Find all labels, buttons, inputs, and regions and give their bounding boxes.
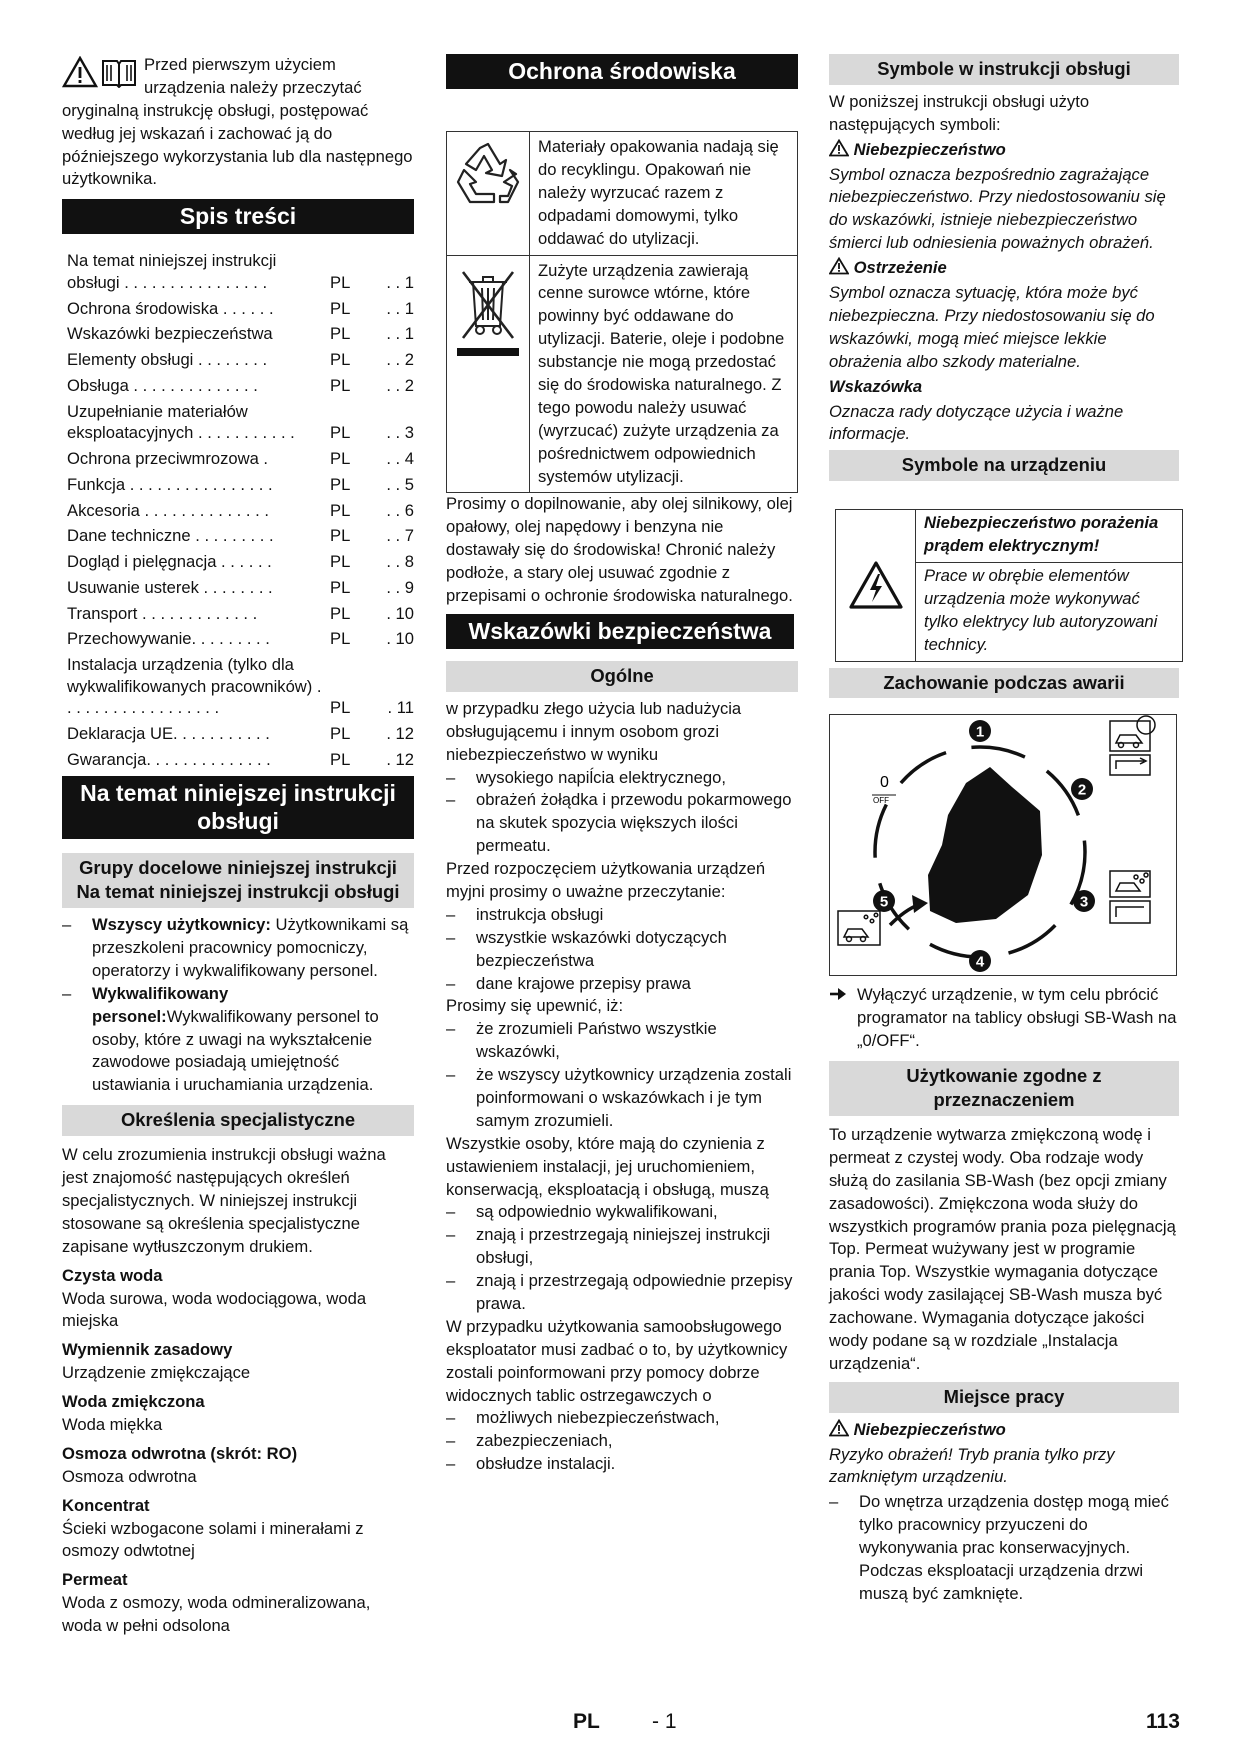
footer-page-number: 113	[1146, 1710, 1180, 1733]
safety-intro: w przypadku złego użycia lub nadużycia obsługującemu i innym osobom grozi niebezpieczeństwo w wyniku	[446, 698, 742, 764]
target-groups-heading: Grupy docelowe niniejszej instrukcji Na temat niniejszej instrukcji obsługi	[62, 853, 414, 908]
toc-entry-title: Obsługa . . . . . . . . . . . . . .	[67, 375, 258, 395]
oil-text: Prosimy o dopilnowanie, aby olej silnikowy, olej opałowy, olej napędowy i benzyna nie dostawały się do środowiska! Chronić należy podłoże, a stary olej usuwać zgodnie z przepisami o ochronie środowiska naturalnego.	[446, 494, 793, 605]
toc-entry-page: . 11	[387, 698, 414, 718]
dial-number-3	[1073, 890, 1095, 912]
emergency-heading: Zachowanie podczas awarii	[829, 668, 1179, 699]
term-definition: Woda z osmozy, woda odmineralizowana, woda w pełni odsolona	[62, 1593, 371, 1636]
group-text: Użytkownikami są przeszkoleni pracownicy pomocniczy, operatorzy i wykwalifikowany personel.	[92, 915, 409, 980]
shock-icon-cell	[836, 510, 916, 660]
dial-knob	[928, 767, 1042, 923]
dial-off-sublabel: OFF	[873, 796, 889, 806]
shock-text-cell	[916, 510, 1182, 660]
toc-entry-language: PL	[330, 603, 351, 623]
table-row	[447, 132, 798, 255]
footer-section-number: - 1	[652, 1710, 677, 1733]
toc-entry-page: . . 4	[386, 449, 414, 469]
dial-number-5	[873, 890, 895, 912]
crossed-bin-icon	[455, 264, 521, 356]
dial-off-label: 0	[880, 774, 889, 792]
warning-text: Symbol oznacza sytuację, która może być niebezpieczna. Przy niedostosowaniu się do wskazówki, mogą mieć miejsce lekkie obrażenia albo szkody materialne.	[829, 283, 1155, 371]
danger-label: Niebezpieczeństwo	[853, 139, 1006, 159]
toc-entry	[67, 749, 414, 771]
table-of-contents	[62, 250, 414, 770]
read-intro: Przed rozpoczęciem użytkowania urządzeń myjni prosimy o uważne przeczytanie:	[446, 859, 766, 901]
toc-entry-page: . 10	[386, 603, 414, 623]
column-middle	[446, 54, 798, 1476]
toc-entry	[67, 250, 414, 293]
workplace-danger-text: Ryzyko obrażeń! Tryb prania tylko przy zamkniętym urządzeniu.	[829, 1444, 1115, 1487]
workplace-danger-label: Niebezpieczeństwo	[853, 1419, 1006, 1439]
toc-entry-page: . . 2	[386, 375, 414, 395]
toc-entry-language: PL	[330, 552, 351, 572]
weee-cell	[447, 255, 530, 493]
term-label: Osmoza odwrotna (skrót: RO)	[62, 1443, 298, 1463]
toc-entry-title: Funkcja . . . . . . . . . . . . . . . .	[67, 474, 273, 494]
toc-entry	[67, 500, 414, 522]
toc-entry-language: PL	[330, 500, 351, 520]
intended-use-text: To urządzenie wytwarza zmiękczoną wodę i permeat z czystej wody. Oba rodzaje wody służą do zasilania SB-Wash (bez opcji zmiany zasadowości). Zmiękczona woda służy do wszystkich programów prania poza pielęgnacją Top. Permeat wużywany jest w programie prania Top. Wszystkie wymagania dotyczące jakości wody zasilającej SB-Wash musza być zachowane. Wymagania dotyczące jakości wody podane są w rozdziale „Instalacja urządzenia“.	[829, 1124, 1176, 1373]
toc-entry-language: PL	[330, 723, 351, 743]
toc-entry	[67, 525, 414, 547]
toc-entry-language: PL	[330, 749, 351, 769]
dial-number-label: 3	[1079, 893, 1089, 911]
footer-language: PL	[573, 1710, 600, 1733]
emergency-instruction: Wyłączyć urządzenie, w tym celu pbrócić programator na tablicy obsługi SB-Wash na „0/OFF“.	[857, 985, 1177, 1051]
toc-entry-language: PL	[330, 526, 351, 546]
workplace-list	[829, 1491, 1179, 1605]
persons-intro: Wszystkie osoby, które mają do czynienia z ustawieniem instalacji, jej uruchomieniem, konserwacją, eksploatacją i obsługą, muszą	[446, 1133, 769, 1199]
car-wash-program-icon	[1110, 716, 1155, 751]
terms-heading: Określenia specjalistyczne	[62, 1105, 414, 1136]
table-row	[447, 255, 798, 493]
term-definition: Ścieki wzbogacone solami i minerałami z osmozy odwtotnej	[62, 1518, 364, 1561]
packaging-text: Materiały opakowania nadają się do recyklingu. Opakowań nie należy wyrzucać razem z odpadami domowymi, tylko oddawać do utylizacji.	[530, 132, 798, 255]
toc-entry-title: Wskazówki bezpieczeństwa	[67, 324, 273, 344]
page-footer	[0, 1708, 1241, 1738]
dial-number-label: 2	[1077, 781, 1087, 799]
toc-entry-page: . 10	[386, 629, 414, 649]
toc-entry-title: Dogląd i pielęgnacja . . . . . .	[67, 552, 272, 572]
recycle-icon	[454, 140, 522, 206]
toc-entry	[67, 323, 414, 345]
toc-entry	[67, 551, 414, 573]
term-definition: Osmoza odwrotna	[62, 1466, 197, 1486]
terms-intro: W celu zrozumienia instrukcji obsługi ważna jest znajomość następujących określeń specjalistycznych. W niniejszej instrukcji stosowane są określenia specjalistyczne zapisane wytłuszczonym drukiem.	[62, 1145, 386, 1256]
read-list	[446, 904, 798, 996]
group-label: Wykwalifikowany personel:	[92, 983, 229, 1026]
term-label: Koncentrat	[62, 1495, 150, 1515]
lance-program-icon	[1110, 755, 1150, 775]
group-text: Wykwalifikowany personel to osoby, które z uwagi na wykształcenie zawodowe posiadają umiejętność ustawiania i uruchamiania urządzenia.	[92, 1006, 379, 1095]
column-right	[829, 54, 1179, 1606]
toc-entry-title: Gwarancja. . . . . . . . . . . . . .	[67, 749, 271, 769]
term-label: Wymiennik zasadowy	[62, 1340, 233, 1360]
foam-program-icon	[1110, 871, 1150, 897]
toc-entry-title: Na temat niniejszej instrukcji obsługi . . . . . . . . . . . . . . . .	[67, 251, 277, 292]
shock-text: Prace w obrębie elementów urządzenia może wykonywać tylko elektrycy lub autoryzowani technicy.	[916, 562, 1182, 661]
intro-icons	[62, 56, 138, 88]
toc-entry	[67, 603, 414, 625]
toc-entry-title: Deklaracja UE. . . . . . . . . . .	[67, 723, 270, 743]
selfservice-intro: W przypadku użytkowania samoobsługowego eksploatator musi zadbać o to, by użytkownicy zostali poinformowani przy pomocy dobrze widocznych tablic ostrzegawczych o	[446, 1316, 788, 1405]
toc-entry	[67, 375, 414, 397]
list-item: – obrażeń żołądka i przewodu pokarmowego na skutek spozycia większych ilości permeatu.	[446, 789, 798, 858]
dial-number-label: 4	[975, 953, 985, 971]
about-heading: Na temat niniejszej instrukcji obsługi	[62, 776, 414, 839]
list-item: – instrukcja obsługi	[446, 904, 798, 927]
toc-entry-title: Transport . . . . . . . . . . . . .	[67, 603, 258, 623]
toc-entry-language: PL	[330, 324, 351, 344]
list-item: – Do wnętrza urządzenia dostęp mogą mieć tylko pracownicy przyuczeni do wykonywania prac konserwacyjnych. Podczas eksploatacji urządzenia drzwi muszą być zamknięte.	[829, 1491, 1179, 1605]
danger-label-row	[829, 139, 1179, 162]
toc-entry-page: . . 9	[386, 577, 414, 597]
toc-entry-title: Akcesoria . . . . . . . . . . . . . .	[67, 500, 269, 520]
env-heading: Ochrona środowiska	[446, 54, 798, 89]
risks-list	[446, 767, 798, 859]
toc-entry	[67, 628, 414, 650]
list-item: – znają i przestrzegają odpowiednie przepisy prawa.	[446, 1270, 798, 1316]
term-definition: Woda miękka	[62, 1414, 163, 1434]
toc-entry-language: PL	[330, 272, 351, 292]
term-definition: Woda surowa, woda wodociągowa, woda miejska	[62, 1288, 367, 1331]
warning-triangle-icon	[829, 139, 849, 157]
toc-entry-page: . . 1	[386, 324, 414, 344]
toc-entry-page: . . 7	[386, 526, 414, 546]
list-item: – obsłudze instalacji.	[446, 1453, 798, 1476]
dial-number-1	[969, 720, 991, 742]
env-table	[446, 131, 798, 493]
term-label: Permeat	[62, 1570, 128, 1590]
column-left	[62, 54, 414, 1638]
warning-triangle-icon	[829, 257, 849, 275]
toc-entry	[67, 654, 414, 719]
warning-triangle-icon	[62, 56, 98, 88]
toc-entry-page: . . 3	[386, 423, 414, 443]
electric-shock-icon	[848, 560, 904, 610]
persons-list	[446, 1201, 798, 1315]
toc-entry-title: Przechowywanie. . . . . . . . .	[67, 629, 270, 649]
note-text: Oznacza rady dotyczące użycia i ważne informacje.	[829, 401, 1124, 444]
dial-number-label: 5	[879, 893, 889, 911]
toc-entry-title: Ochrona przeciwmrozowa .	[67, 449, 269, 469]
toc-entry	[67, 448, 414, 470]
toc-entry-title: Dane techniczne . . . . . . . . .	[67, 526, 274, 546]
warning-label-row	[829, 257, 1179, 280]
group-label: Wszyscy użytkownicy:	[92, 915, 271, 935]
intro-block	[62, 54, 414, 191]
terms-list	[62, 1265, 414, 1638]
toc-entry	[67, 474, 414, 496]
open-book-icon	[100, 56, 138, 88]
intended-use-heading: Użytkowanie zgodne z przeznaczeniem	[829, 1061, 1179, 1116]
toc-entry-title: Ochrona środowiska . . . . . .	[67, 298, 274, 318]
list-item: – możliwych niebezpieczeństwach,	[446, 1407, 798, 1430]
devices-text: Zużyte urządzenia zawierają cenne surowce wtórne, które powinny być oddawane do utylizacji. Baterie, oleje i podobne substancje nie mogą przedostać się do środowiska naturalnego. Z tego powodu należy usuwać (wyrzucać) zużyte urządzenia za pośrednictwem odpowiednich systemów utylizacji.	[530, 255, 798, 493]
toc-entry	[67, 577, 414, 599]
ensure-intro: Prosimy się upewnić, iż:	[446, 996, 624, 1016]
toc-entry-language: PL	[330, 423, 351, 443]
workplace-danger-row	[829, 1419, 1179, 1442]
toc-entry-language: PL	[330, 577, 351, 597]
term-label: Czysta woda	[62, 1265, 163, 1285]
general-heading: Ogólne	[446, 661, 798, 692]
warning-triangle-icon	[829, 1419, 849, 1437]
list-item: – wszystkie wskazówki dotyczących bezpieczeństwa	[446, 927, 798, 973]
arrow-right-icon	[829, 984, 857, 1053]
term-definition: Urządzenie zmiękczające	[62, 1363, 251, 1383]
toc-entry-language: PL	[330, 298, 351, 318]
list-item: – znają i przestrzegają niniejszej instrukcji obsługi,	[446, 1224, 798, 1270]
toc-entry-page: . . 5	[386, 474, 414, 494]
wax-program-icon	[838, 911, 880, 945]
list-item: – zabezpieczeniach,	[446, 1430, 798, 1453]
symbols-heading: Symbole w instrukcji obsługi	[829, 54, 1179, 85]
toc-entry	[67, 723, 414, 745]
toc-entry-page: . . 8	[386, 552, 414, 572]
toc-entry-page: . . 6	[386, 500, 414, 520]
toc-entry-title: Usuwanie usterek . . . . . . . .	[67, 577, 273, 597]
safety-heading: Wskazówki bezpieczeństwa	[446, 614, 794, 649]
toc-entry-page: . 12	[386, 749, 414, 769]
toc-entry-language: PL	[330, 629, 351, 649]
list-item: – że zrozumieli Państwo wszystkie wskazówki,	[446, 1018, 798, 1064]
toc-entry	[67, 401, 414, 444]
target-groups-list	[62, 914, 414, 1097]
list-item	[62, 983, 414, 1097]
intro-text: Przed pierwszym użyciem urządzenia należy przeczytać oryginalną instrukcję obsługi, postępować według jej wskazań i zachować ją do późniejszego wykorzystania lub dla następnego użytkownika.	[62, 55, 413, 189]
toc-entry-page: . . 1	[386, 272, 414, 292]
recycle-cell	[447, 132, 530, 255]
toc-entry-language: PL	[330, 449, 351, 469]
toc-entry-language: PL	[330, 698, 351, 718]
dial-number-2	[1071, 778, 1093, 800]
toc-entry-page: . . 2	[386, 350, 414, 370]
danger-text: Symbol oznacza bezpośrednio zagrażające niebezpieczeństwo. Przy niedostosowaniu się do wskazówki, istnieje niebezpieczeństwo śmierci lub odniesienia poważnych obrażeń.	[829, 164, 1166, 253]
symbols-intro: W poniższej instrukcji obsługi użyto następujących symboli:	[829, 91, 1090, 134]
toc-entry	[67, 298, 414, 320]
toc-entry-title: Uzupełnianie materiałów eksploatacyjnych . . . . . . . . . . .	[67, 401, 295, 443]
dial-number-4	[969, 950, 991, 972]
selfservice-list	[446, 1407, 798, 1476]
list-item	[62, 914, 414, 983]
toc-entry-language: PL	[330, 350, 351, 370]
dial-number-label: 1	[975, 723, 985, 741]
shock-warning-box	[835, 509, 1183, 661]
toc-entry-page: . 12	[386, 723, 414, 743]
term-label: Woda zmiękczona	[62, 1392, 205, 1412]
list-item: – że wszyscy użytkownicy urządzenia zostali poinformowani o wskazówkach i je tym samym zrozumieli.	[446, 1064, 798, 1133]
toc-entry-title: Instalacja urządzenia (tylko dla wykwalifikowanych pracowników) . . . . . . . . . . . . . . . . . .	[67, 655, 322, 718]
warning-label: Ostrzeżenie	[853, 258, 947, 278]
toc-entry-page: . . 1	[386, 298, 414, 318]
program-dial	[830, 715, 1176, 975]
instruction-line	[829, 984, 1179, 1053]
list-item: – wysokiego napiĺcia elektrycznego,	[446, 767, 798, 790]
toc-entry-title: Elementy obsługi . . . . . . . .	[67, 350, 268, 370]
note-label: Wskazówka	[829, 376, 923, 396]
toc-entry-language: PL	[330, 474, 351, 494]
ensure-list	[446, 1018, 798, 1132]
workplace-heading: Miejsce pracy	[829, 1382, 1179, 1413]
list-item: – dane krajowe przepisy prawa	[446, 973, 798, 996]
shock-title: Niebezpieczeństwo porażenia prądem elektrycznym!	[924, 513, 1159, 556]
list-item: – są odpowiednio wykwalifikowani,	[446, 1201, 798, 1224]
toc-entry	[67, 349, 414, 371]
brush-program-icon	[1110, 901, 1150, 923]
program-dial-figure	[829, 714, 1177, 976]
toc-entry-language: PL	[330, 375, 351, 395]
toc-heading: Spis treści	[62, 199, 414, 234]
device-symbols-heading: Symbole na urządzeniu	[829, 450, 1179, 481]
